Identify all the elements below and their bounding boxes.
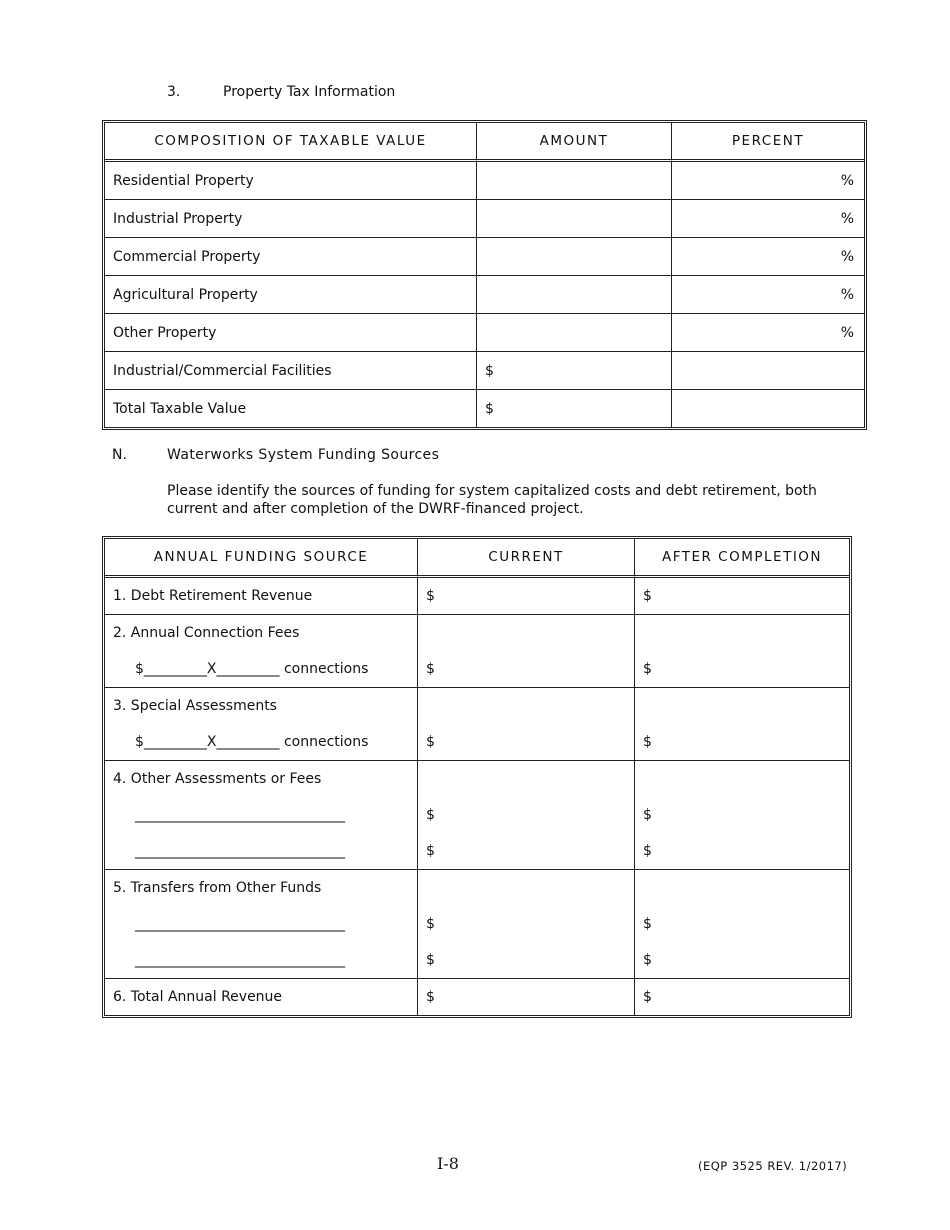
row-label: Industrial/Commercial Facilities [105, 352, 477, 390]
col-header-current: CURRENT [418, 539, 635, 578]
current-cell[interactable]: $ [426, 661, 435, 677]
after-cell[interactable]: $ [643, 843, 652, 859]
table-row [105, 761, 849, 870]
connections-blank[interactable]: $_________X_________ connections [135, 734, 369, 750]
table-row [105, 979, 849, 1015]
current-cell[interactable]: $ [426, 734, 435, 750]
amount-cell[interactable]: $ [477, 352, 672, 390]
page-number: I-8 [437, 1154, 459, 1173]
fill-line[interactable]: ______________________________ [135, 843, 345, 859]
table-row [105, 688, 849, 761]
row-label: 4. Other Assessments or Fees [113, 771, 322, 787]
percent-cell[interactable]: % [672, 238, 864, 276]
amount-cell[interactable]: $ [477, 390, 672, 427]
percent-cell[interactable]: % [672, 276, 864, 314]
table-row [105, 162, 864, 200]
current-cell[interactable]: $ [426, 588, 435, 604]
percent-cell[interactable] [672, 352, 864, 390]
after-cell[interactable]: $ [643, 588, 652, 604]
fill-line[interactable]: ______________________________ [135, 916, 345, 932]
table-row [105, 238, 864, 276]
connections-blank[interactable]: $_________X_________ connections [135, 661, 369, 677]
row-label: 5. Transfers from Other Funds [113, 880, 322, 896]
table-row [105, 390, 864, 427]
col-header-percent: PERCENT [672, 123, 864, 162]
current-cell[interactable]: $ [426, 916, 435, 932]
percent-cell[interactable] [672, 390, 864, 427]
fill-line[interactable]: ______________________________ [135, 807, 345, 823]
row-label: Total Taxable Value [105, 390, 477, 427]
table-row [105, 314, 864, 352]
percent-cell[interactable]: % [672, 200, 864, 238]
row-label: 3. Special Assessments [113, 698, 277, 714]
col-header-composition: COMPOSITION OF TAXABLE VALUE [105, 123, 477, 162]
section-title: Property Tax Information [223, 84, 396, 100]
col-header-amount: AMOUNT [477, 123, 672, 162]
row-label: Industrial Property [105, 200, 477, 238]
amount-cell[interactable] [477, 162, 672, 200]
property-tax-table [102, 120, 867, 430]
fill-line[interactable]: ______________________________ [135, 952, 345, 968]
after-cell[interactable]: $ [643, 807, 652, 823]
amount-cell[interactable] [477, 276, 672, 314]
after-cell[interactable]: $ [643, 916, 652, 932]
current-cell[interactable]: $ [426, 989, 435, 1005]
amount-cell[interactable] [477, 238, 672, 276]
section-letter: N. [112, 447, 127, 463]
funding-sources-table [102, 536, 852, 1018]
amount-cell[interactable] [477, 314, 672, 352]
percent-cell[interactable]: % [672, 314, 864, 352]
table-row [105, 200, 864, 238]
after-cell[interactable]: $ [643, 952, 652, 968]
after-cell[interactable]: $ [643, 734, 652, 750]
percent-cell[interactable]: % [672, 162, 864, 200]
section-number: 3. [167, 84, 181, 100]
col-header-after: AFTER COMPLETION [635, 539, 849, 578]
form-code: (EQP 3525 REV. 1/2017) [698, 1159, 848, 1173]
table-row [105, 615, 849, 688]
section-intro: Please identify the sources of funding for system capitalized costs and debt retirement, both current and after completion of the DWRF-financed project. [167, 483, 817, 517]
row-label: Residential Property [105, 162, 477, 200]
section-title-funding: Waterworks System Funding Sources [167, 447, 440, 463]
after-cell[interactable]: $ [643, 989, 652, 1005]
table-row [105, 578, 849, 615]
table-row [105, 276, 864, 314]
row-label: Agricultural Property [105, 276, 477, 314]
col-header-source: ANNUAL FUNDING SOURCE [105, 539, 418, 578]
row-label: Commercial Property [105, 238, 477, 276]
table-row [105, 870, 849, 979]
after-cell[interactable]: $ [643, 661, 652, 677]
current-cell[interactable]: $ [426, 952, 435, 968]
row-label: 1. Debt Retirement Revenue [113, 588, 313, 604]
table-row [105, 352, 864, 390]
current-cell[interactable]: $ [426, 807, 435, 823]
row-label: Other Property [105, 314, 477, 352]
row-label: 6. Total Annual Revenue [113, 989, 283, 1005]
row-label: 2. Annual Connection Fees [113, 625, 300, 641]
amount-cell[interactable] [477, 200, 672, 238]
current-cell[interactable]: $ [426, 843, 435, 859]
